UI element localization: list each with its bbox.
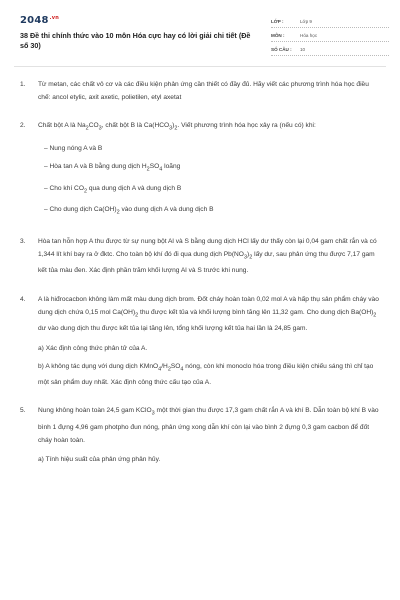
question-3 (20, 235, 382, 278)
meta-question-count (271, 43, 389, 56)
question-item: – Cho khí $CO_2$ qua dung dịch A và dung dịch B (44, 184, 182, 194)
question-number: 2. (20, 122, 26, 130)
meta-label: SỐ CÂU : (271, 47, 292, 52)
meta-value: 10 (300, 47, 306, 52)
meta-subject (271, 29, 389, 42)
document-title: 38 Đề thi chính thức vào 10 môn Hóa cực hay có lời giải chi tiết (Đề số 30) (20, 31, 251, 50)
question-2 (20, 119, 382, 219)
question-number: 1. (20, 81, 26, 88)
question-number: 5. (20, 407, 26, 415)
question-text: A là hiđrocacbon không làm mất màu dung dịch brom. Đốt cháy hoàn toàn 0,02 mol A và hấp thụ sản phẩm cháy vào dung dịch chứa 0,15 mol $Ca(OH)_2$ thu được kết tủa và khối lượng bình tăng lên 11,32 gam. Cho dung dịch $Ba(OH)_2$ dư vào dung dịch thu được kết tủa lại tăng lên, tổng khối lượng kết tủa hai lần là 24,85 gam. (38, 295, 379, 333)
question-text: Từ metan, các chất vô cơ và các điều kiện phản ứng cần thiết có đầy đủ. Hãy viết các phương trình hóa học điều chế: ancol etylic, axit axetic, polietilen, etyl axetat (38, 81, 369, 102)
header-divider (14, 66, 386, 67)
meta-grade (271, 15, 389, 28)
question-number: 4. (20, 295, 26, 303)
sub-question-b: b) A không tác dụng với dung dịch $KMnO_4/H_2SO_4$ nóng, còn khi monoclo hóa trong điều kiện chiếu sáng thì chỉ tạo một sản phẩm duy nhất. Xác định công thức cấu tạo của A. (38, 362, 374, 387)
meta-value: Hóa học (300, 33, 318, 38)
sub-question-a: a) Xác định công thức phân tử của A. (38, 344, 148, 352)
question-1 (20, 78, 382, 104)
question-item: – Hòa tan A và B bằng dung dịch $H_2SO_4$ loãng (44, 163, 181, 173)
sub-question-a: a) Tính hiệu suất của phản ứng phân hủy. (38, 456, 161, 464)
document-header (14, 12, 386, 60)
question-5 (20, 404, 382, 466)
meta-label: MÔN : (271, 33, 285, 38)
meta-label: LỚP : (271, 19, 284, 24)
question-text: Nung không hoàn toàn 24,5 gam KClO$_3$ một thời gian thu được 17,3 gam chất rắn A và khí B. Dẫn toàn bộ khí B vào bình 1 đựng 4,96 gam photpho đun nóng, phản ứng xong dẫn khí còn lại vào bình 2 đựng 0,3 gam cacbon để đốt cháy hoàn toàn. (38, 407, 379, 445)
question-list (20, 78, 382, 482)
question-number: 3. (20, 237, 26, 245)
site-logo[interactable] (20, 15, 59, 26)
document-meta (271, 15, 389, 57)
question-item: – Nung nóng A và B (44, 144, 103, 152)
logo-text: 2048 (20, 15, 49, 26)
logo-suffix: .vn (49, 15, 59, 21)
question-item: – Cho dung dịch $Ca(OH)_2$ vào dung dịch A và dung dịch B (44, 206, 214, 216)
question-4 (20, 293, 382, 390)
question-text: Hòa tan hỗn hợp A thu được từ sự nung bột Al và S bằng dung dịch HCl lấy dư thấy còn lại 0,04 gam chất rắn và có 1,344 lít khí bay ra ở đktc. Cho toàn bộ khí đó đi qua dung dịch $Pb(NO_3)_2$ lấy dư, sau phản ứng thu được 7,17 gam kết tủa màu đen. Xác định phần trăm khối lượng Al và S trước khi nung. (38, 237, 377, 275)
meta-value: Lớp 9 (300, 19, 312, 24)
question-text: Chất bột A là $Na_2CO_3$, chất bột B là $Ca(HCO_3)_2$. Viết phương trình hóa học xảy ra (nếu có) khi: (38, 122, 316, 132)
